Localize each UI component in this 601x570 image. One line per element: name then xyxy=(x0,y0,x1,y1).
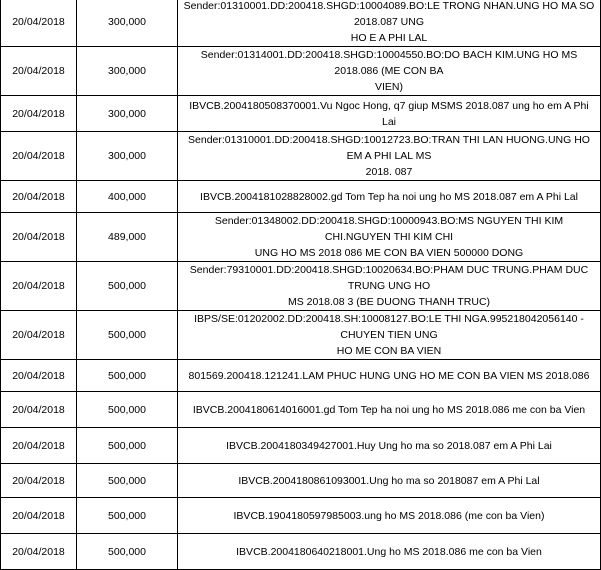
description-cell xyxy=(178,392,601,428)
table-row xyxy=(1,213,601,262)
description-line: IBPS/SE:01202002.DD:200418.SH:10008127.BO:LE THI NGA.995218042056140 - CHUYEN TIEN UNG xyxy=(194,313,584,341)
table-row xyxy=(1,392,601,428)
table-row xyxy=(1,262,601,311)
date-cell: 20/04/2018 xyxy=(1,262,77,311)
table-row xyxy=(1,428,601,464)
description-cell xyxy=(178,428,601,464)
description-line: MS 2018.08 3 (BE DUONG THANH TRUC) xyxy=(287,296,491,308)
description-line: IBVCB.2004180508370001.Vu Ngoc Hong, q7 giup MSMS 2018.087 ung ho em A Phi Lai xyxy=(189,99,589,128)
date-cell: 20/04/2018 xyxy=(1,464,77,498)
table-row xyxy=(1,181,601,213)
table-row xyxy=(1,534,601,570)
description-line: 2018. 087 xyxy=(365,166,413,178)
amount-cell: 500,000 xyxy=(77,534,178,570)
description-line: IBVCB.2004181028828002.gd Tom Tep ha noi ung ho MS 2018.087 em A Phi Lal xyxy=(200,190,578,203)
description-cell xyxy=(178,0,601,47)
description-line: Sender:01348002.DD:200418.SHGD:10000943.BO:MS NGUYEN THI KIM CHI.NGUYEN THI KIM CHI xyxy=(214,215,564,243)
amount-cell: 300,000 xyxy=(77,0,178,47)
description-cell xyxy=(178,534,601,570)
description-cell xyxy=(178,181,601,213)
description-line: IBVCB.2004180614016001.gd Tom Tep ha noi ung ho MS 2018.086 me con ba Vien xyxy=(192,403,586,416)
description-line: Sender:01314001.DD:200418.SHGD:10004550.BO:DO BACH KIM.UNG HO MS 2018.086 (ME CON BA xyxy=(200,49,578,77)
amount-cell: 300,000 xyxy=(77,47,178,96)
description-cell xyxy=(178,213,601,262)
amount-cell: 489,000 xyxy=(77,213,178,262)
amount-cell: 300,000 xyxy=(77,132,178,181)
date-cell: 20/04/2018 xyxy=(1,96,77,132)
amount-cell: 500,000 xyxy=(77,428,178,464)
date-cell: 20/04/2018 xyxy=(1,534,77,570)
date-cell: 20/04/2018 xyxy=(1,498,77,534)
date-cell: 20/04/2018 xyxy=(1,47,77,96)
date-cell: 20/04/2018 xyxy=(1,311,77,360)
amount-cell: 500,000 xyxy=(77,360,178,392)
amount-cell: 500,000 xyxy=(77,392,178,428)
date-cell: 20/04/2018 xyxy=(1,360,77,392)
description-cell xyxy=(178,498,601,534)
description-cell xyxy=(178,47,601,96)
table-row xyxy=(1,464,601,498)
description-line: IBVCB.1904180597985003.ung ho MS 2018.086 (me con ba Vien) xyxy=(233,509,545,522)
table-row xyxy=(1,132,601,181)
date-cell: 20/04/2018 xyxy=(1,0,77,47)
description-cell xyxy=(178,262,601,311)
table-row xyxy=(1,0,601,47)
description-line: 801569.200418.121241.LAM PHUC HUNG UNG HO ME CON BA VIEN MS 2018.086 xyxy=(188,369,590,382)
description-cell xyxy=(178,311,601,360)
description-cell xyxy=(178,96,601,132)
description-cell xyxy=(178,132,601,181)
amount-cell: 500,000 xyxy=(77,464,178,498)
description-cell xyxy=(178,464,601,498)
amount-cell: 500,000 xyxy=(77,262,178,311)
description-line: Sender:79310001.DD:200418.SHGD:10020634.BO:PHAM DUC TRUNG.PHAM DUC TRUNG UNG HO xyxy=(189,264,589,292)
date-cell: 20/04/2018 xyxy=(1,132,77,181)
amount-cell: 400,000 xyxy=(77,181,178,213)
description-line: IBVCB.2004180640218001.Ung ho MS 2018.086 me con ba Vien xyxy=(236,545,542,558)
table-row xyxy=(1,498,601,534)
amount-cell: 300,000 xyxy=(77,96,178,132)
table-row xyxy=(1,47,601,96)
description-line: Sender:01310001.DD:200418.SHGD:10004089.BO:LE TRONG NHAN.UNG HO MA SO 2018.087 UNG xyxy=(183,0,595,28)
date-cell: 20/04/2018 xyxy=(1,213,77,262)
description-cell xyxy=(178,360,601,392)
amount-cell: 500,000 xyxy=(77,498,178,534)
date-cell: 20/04/2018 xyxy=(1,181,77,213)
table-row xyxy=(1,311,601,360)
table-row xyxy=(1,96,601,132)
transactions-table-body xyxy=(1,0,601,570)
date-cell: 20/04/2018 xyxy=(1,428,77,464)
description-line: UNG HO MS 2018 086 ME CON BA VIEN 500000 DONG xyxy=(254,247,524,259)
description-line: VIEN) xyxy=(374,81,403,93)
date-cell: 20/04/2018 xyxy=(1,392,77,428)
description-line: HO ME CON BA VIEN xyxy=(336,345,442,357)
description-line: IBVCB.2004180861093001.Ung ho ma so 2018087 em A Phi Lal xyxy=(238,474,540,487)
description-line: IBVCB.2004180349427001.Huy Ung ho ma so 2018.087 em A Phi Lai xyxy=(226,439,552,452)
table-row xyxy=(1,360,601,392)
description-line: Sender:01310001.DD:200418.SHGD:10012723.BO:TRAN THI LAN HUONG.UNG HO EM A PHI LAL MS xyxy=(188,134,590,162)
description-line: HO E A PHI LAL xyxy=(350,32,428,44)
amount-cell: 500,000 xyxy=(77,311,178,360)
